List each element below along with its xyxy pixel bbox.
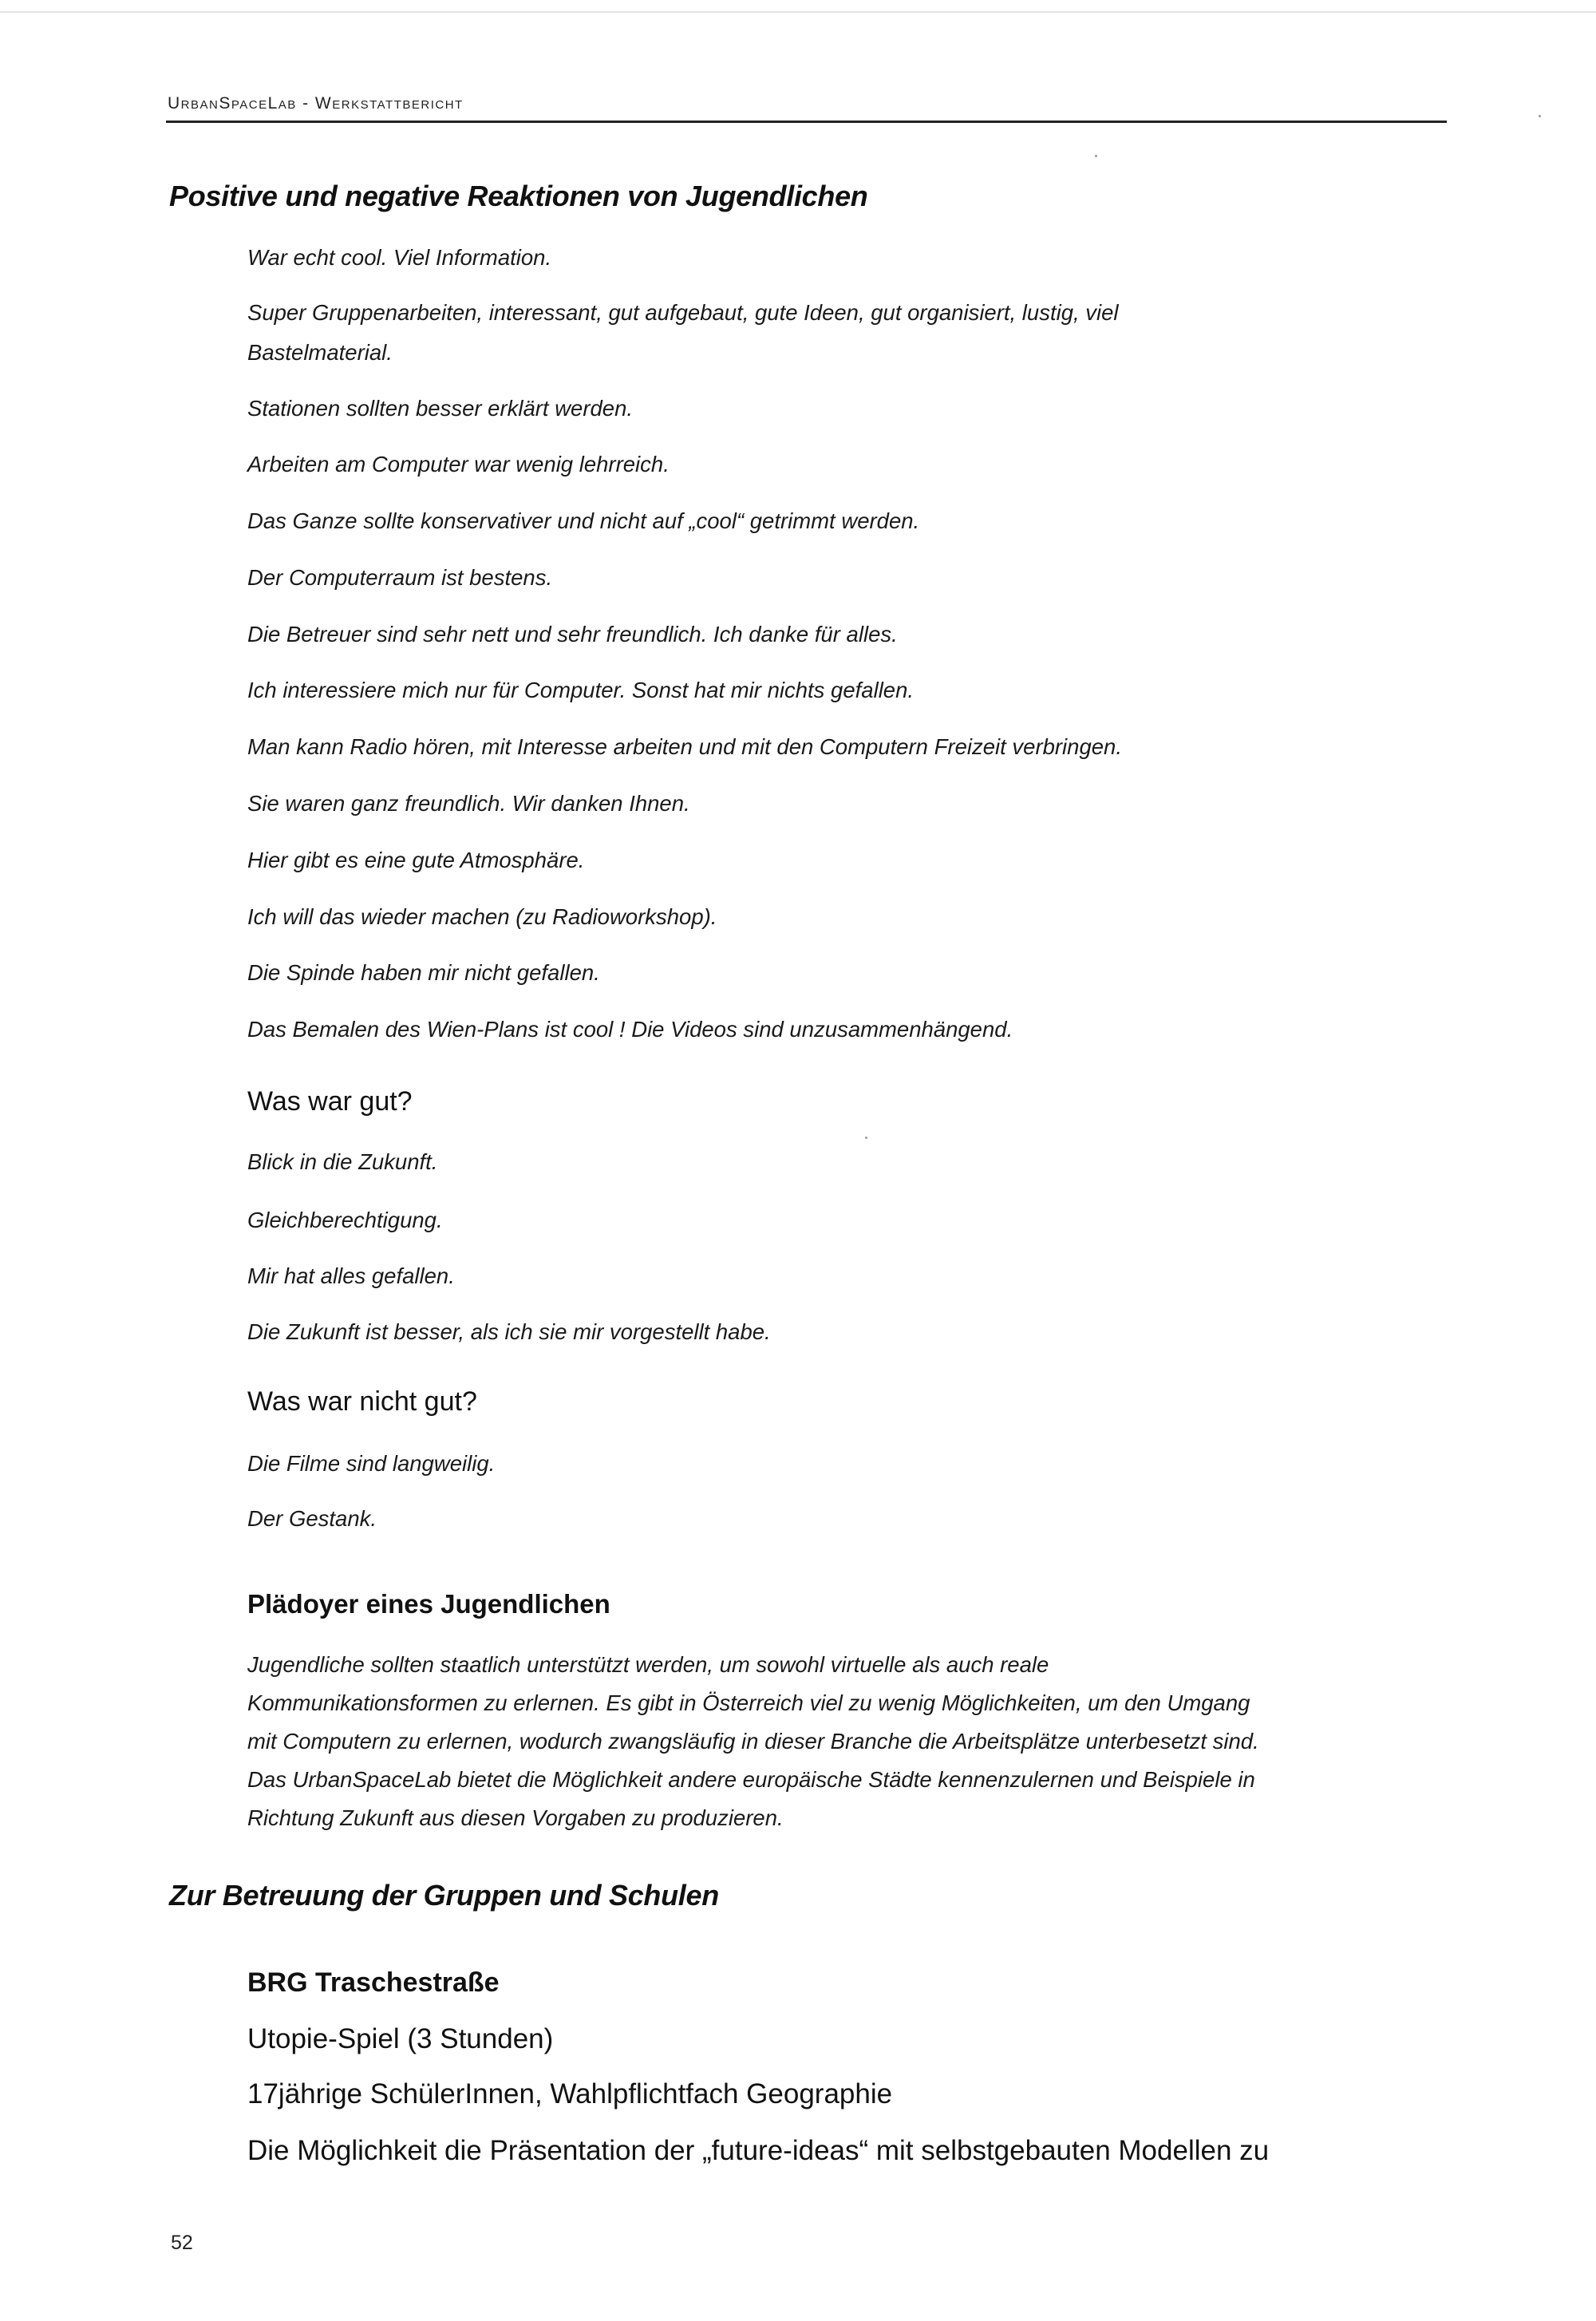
page-number: 52 (171, 2232, 193, 2254)
quote-line: Super Gruppenarbeiten, interessant, gut aufgebaut, gute Ideen, gut organisiert, lustig, viel (247, 300, 1119, 325)
scan-speck (1539, 115, 1541, 117)
school-info-line: 17jährige SchülerInnen, Wahlpflichtfach Geographie (247, 2078, 893, 2109)
bad-item: Der Gestank. (247, 1506, 377, 1531)
quote-line: Ich interessiere mich nur für Computer. Sonst hat mir nichts gefallen. (247, 678, 915, 702)
running-header: UrbanSpaceLab - Werkstattbericht (168, 94, 464, 113)
section-title-reactions: Positive und negative Reaktionen von Jugendlichen (169, 180, 868, 212)
scan-speck (1095, 155, 1097, 157)
quote-line: Der Computerraum ist bestens. (247, 565, 553, 590)
header-rule (166, 121, 1447, 123)
quote-line: Stationen sollten besser erklärt werden. (247, 396, 634, 421)
paragraph-line: mit Computern zu erlernen, wodurch zwangsläufig in dieser Branche die Arbeitsplätze unterbesetzt sind. (247, 1729, 1259, 1754)
quote-line: Das Bemalen des Wien-Plans ist cool ! Die Videos sind unzusammenhängend. (247, 1017, 1013, 1042)
quote-line: Die Betreuer sind sehr nett und sehr freundlich. Ich danke für alles. (247, 622, 898, 646)
paragraph-line: Richtung Zukunft aus diesen Vorgaben zu produzieren. (247, 1805, 784, 1830)
quote-line: War echt cool. Viel Information. (247, 245, 552, 270)
bad-item: Die Filme sind langweilig. (247, 1451, 496, 1476)
school-info-line: Die Möglichkeit die Präsentation der „future-ideas“ mit selbstgebauten Modellen zu (247, 2135, 1270, 2166)
plaedoyer-paragraph (247, 1646, 1381, 1837)
paragraph-line: Jugendliche sollten staatlich unterstützt werden, um sowohl virtuelle als auch reale (247, 1652, 1049, 1677)
scan-speck (865, 1137, 867, 1139)
heading-was-war-nicht-gut: Was war nicht gut? (247, 1386, 477, 1417)
good-item: Die Zukunft ist besser, als ich sie mir vorgestellt habe. (247, 1319, 771, 1344)
heading-was-war-gut: Was war gut? (247, 1086, 413, 1117)
quote-line: Hier gibt es eine gute Atmosphäre. (247, 848, 585, 872)
section-title-betreuung: Zur Betreuung der Gruppen und Schulen (169, 1879, 719, 1912)
good-item: Blick in die Zukunft. (247, 1149, 438, 1174)
paragraph-line: Das UrbanSpaceLab bietet die Möglichkeit andere europäische Städte kennenzulernen und Beispiele in (247, 1767, 1255, 1792)
heading-plaedoyer: Plädoyer eines Jugendlichen (247, 1589, 610, 1619)
quote-line: Ich will das wieder machen (zu Radioworkshop). (247, 904, 717, 929)
scan-edge-line (0, 11, 1596, 13)
quote-line: Man kann Radio hören, mit Interesse arbeiten und mit den Computern Freizeit verbringen. (247, 734, 1122, 759)
quote-line: Die Spinde haben mir nicht gefallen. (247, 960, 600, 985)
good-item: Gleichberechtigung. (247, 1208, 443, 1232)
school-info-line: Utopie-Spiel (3 Stunden) (247, 2023, 554, 2054)
good-item: Mir hat alles gefallen. (247, 1263, 455, 1288)
school-name: BRG Traschestraße (247, 1967, 500, 1998)
quote-line: Arbeiten am Computer war wenig lehrreich. (247, 452, 670, 476)
paragraph-line: Kommunikationsformen zu erlernen. Es gibt in Österreich viel zu wenig Möglichkeiten, um den Umgang (247, 1690, 1250, 1715)
quote-line: Bastelmaterial. (247, 340, 393, 365)
quote-line: Das Ganze sollte konservativer und nicht auf „cool“ getrimmt werden. (247, 508, 920, 533)
quote-line: Sie waren ganz freundlich. Wir danken Ihnen. (247, 791, 690, 816)
